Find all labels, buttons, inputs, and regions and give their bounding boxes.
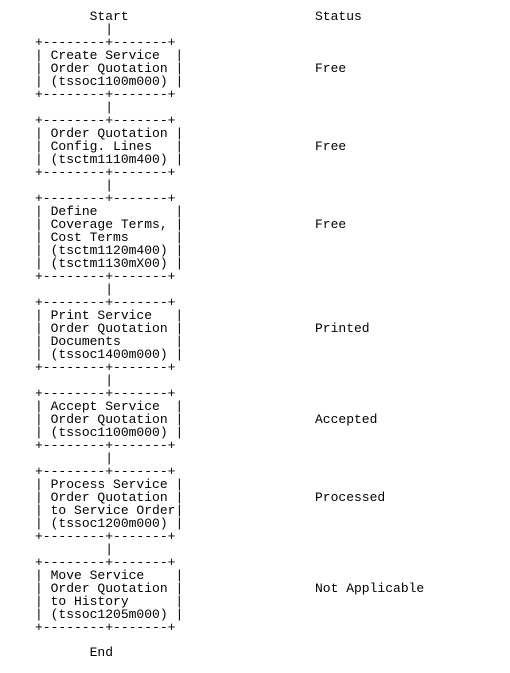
process-box-line: | Define | — [35, 204, 184, 219]
box-border-top: +--------+-------+ — [35, 191, 176, 206]
process-box-line: | Print Service | — [35, 308, 184, 323]
connector-line: | — [35, 100, 114, 115]
process-box-text: Order Quotation — [50, 321, 168, 336]
process-box-5 — [35, 400, 183, 439]
process-box-3 — [35, 205, 183, 270]
box-border-top: +--------+-------+ — [35, 464, 176, 479]
process-box-line: | Cost Terms | — [35, 230, 184, 245]
box-border-top: +--------+-------+ — [35, 113, 176, 128]
process-box-line: | (tssoc1400m000) | — [35, 347, 184, 362]
start-label-text: Start — [89, 9, 129, 24]
box-border-bottom: +--------+-------+ — [35, 360, 176, 375]
process-box-text: Coverage Terms, — [50, 217, 168, 232]
status-label-1: Free — [315, 61, 347, 76]
end-label — [35, 646, 113, 659]
process-box-line: | (tssoc1100m000) | — [35, 74, 184, 89]
process-box-text: Order Quotation — [50, 490, 168, 505]
status-label-2: Free — [315, 139, 347, 154]
box-border-top: +--------+-------+ — [35, 386, 176, 401]
process-box-text: (tssoc1205m000) — [50, 607, 168, 622]
connector-line: | — [35, 22, 114, 37]
box-border-bottom: +--------+-------+ — [35, 87, 176, 102]
process-box-line: | Create Service | — [35, 48, 184, 63]
connector-line: | — [35, 451, 114, 466]
process-box-line: | (tssoc1100m000) | — [35, 425, 184, 440]
process-box-text: (tssoc1100m000) — [50, 425, 168, 440]
process-box-text: (tssoc1200m000) — [50, 516, 168, 531]
status-label-3: Free — [315, 217, 347, 232]
process-box-line: | Order Quotation | — [35, 61, 184, 76]
process-box-text: Move Service — [50, 568, 145, 583]
process-box-text: Config. Lines — [50, 139, 153, 154]
box-border-top: +--------+-------+ — [35, 35, 176, 50]
process-box-line: | Process Service | — [35, 477, 184, 492]
status-label-5: Accepted — [315, 412, 378, 427]
process-box-text: Order Quotation — [50, 412, 168, 427]
process-box-text: (tssoc1100m000) — [50, 74, 168, 89]
process-box-line: | Documents | — [35, 334, 184, 349]
process-box-text: (tsctm1110m400) — [50, 152, 168, 167]
box-border-top: +--------+-------+ — [35, 295, 176, 310]
process-box-line: | Order Quotation | — [35, 321, 184, 336]
process-box-text: Order Quotation — [50, 61, 168, 76]
process-box-text: Documents — [50, 334, 121, 349]
process-box-1 — [35, 49, 183, 88]
process-box-text: (tsctm1120m400) — [50, 243, 168, 258]
process-box-text: (tssoc1400m000) — [50, 347, 168, 362]
process-box-line: | (tsctm1110m400) | — [35, 152, 184, 167]
process-box-text: Accept Service — [50, 399, 160, 414]
box-border-bottom: +--------+-------+ — [35, 529, 176, 544]
process-box-2 — [35, 127, 183, 166]
status-label-6: Processed — [315, 490, 386, 505]
process-box-line: | Coverage Terms, | — [35, 217, 184, 232]
process-box-7 — [35, 569, 183, 621]
process-box-text: Define — [50, 204, 98, 219]
connector-line: | — [35, 373, 114, 388]
connector-line: | — [35, 542, 114, 557]
connector-line: | — [35, 282, 114, 297]
process-box-text: Process Service — [50, 477, 168, 492]
connector-line: | — [35, 178, 114, 193]
process-box-line: | Order Quotation | — [35, 490, 184, 505]
process-box-line: | (tsctm1130mX00) | — [35, 256, 184, 271]
process-box-line: | to Service Order| — [35, 503, 184, 518]
process-box-text: Create Service — [50, 48, 160, 63]
process-box-line: | Accept Service | — [35, 399, 184, 414]
process-box-line: | Config. Lines | — [35, 139, 184, 154]
process-box-text: Order Quotation — [50, 581, 168, 596]
process-box-line: | Move Service | — [35, 568, 184, 583]
process-box-text: to Service Order — [50, 503, 176, 518]
box-border-bottom: +--------+-------+ — [35, 438, 176, 453]
box-border-top: +--------+-------+ — [35, 555, 176, 570]
process-box-line: | Order Quotation | — [35, 412, 184, 427]
status-label-4: Printed — [315, 321, 370, 336]
end-label-text: End — [89, 645, 114, 660]
box-border-bottom: +--------+-------+ — [35, 620, 176, 635]
process-box-text: Print Service — [50, 308, 153, 323]
process-box-line: | to History | — [35, 594, 184, 609]
status-label-7: Not Applicable — [315, 581, 425, 596]
box-border-bottom: +--------+-------+ — [35, 269, 176, 284]
process-box-line: | (tssoc1200m000) | — [35, 516, 184, 531]
process-box-4 — [35, 309, 183, 361]
status-header: Status — [315, 9, 362, 24]
process-box-line: | Order Quotation | — [35, 126, 184, 141]
process-box-line: | Order Quotation | — [35, 581, 184, 596]
process-box-text: Cost Terms — [50, 230, 129, 245]
process-box-6 — [35, 478, 183, 530]
box-border-bottom: +--------+-------+ — [35, 165, 176, 180]
process-box-line: | (tsctm1120m400) | — [35, 243, 184, 258]
process-box-text: (tsctm1130mX00) — [50, 256, 168, 271]
process-box-line: | (tssoc1205m000) | — [35, 607, 184, 622]
process-box-text: to History — [50, 594, 129, 609]
process-box-text: Order Quotation — [50, 126, 168, 141]
